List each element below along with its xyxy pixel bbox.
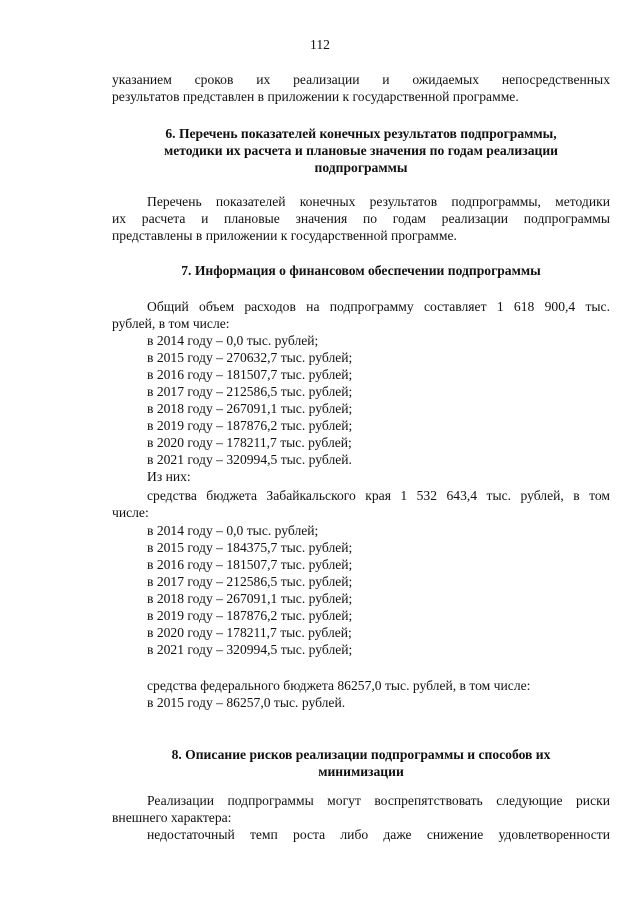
list-item: в 2021 году – 320994,5 тыс. рублей. [147, 452, 352, 467]
list-item: в 2015 году – 184375,7 тыс. рублей; [147, 540, 353, 555]
regional-budget-line-1: средства бюджета Забайкальского края 1 532 643,4 тыс. рублей, в том [147, 488, 610, 503]
intro-line-1: указанием сроков их реализации и ожидаемых непосредственных [112, 72, 610, 87]
section-8-para-line-1: Реализации подпрограммы могут воспрепятствовать следующие риски [147, 793, 610, 808]
total-expenses-line-1: Общий объем расходов на подпрограмму составляет 1 618 900,4 тыс. [147, 299, 610, 314]
section-7-heading-line: 7. Информация о финансовом обеспечении подпрограммы [181, 263, 541, 278]
list-item: в 2020 году – 178211,7 тыс. рублей; [147, 435, 352, 450]
federal-budget-line-2: в 2015 году – 86257,0 тыс. рублей. [147, 695, 346, 710]
section-8-heading-line-2: минимизации [318, 764, 404, 779]
page-number: 112 [310, 37, 330, 52]
list-item: в 2019 году – 187876,2 тыс. рублей; [147, 418, 353, 433]
total-by-year-list [112, 332, 610, 485]
list-item: в 2019 году – 187876,2 тыс. рублей; [147, 608, 353, 623]
list-item: в 2015 году – 270632,7 тыс. рублей; [147, 350, 353, 365]
section-6-heading-line-3: подпрограммы [314, 160, 408, 175]
section-6-heading [112, 125, 610, 176]
section-8-heading [112, 746, 610, 780]
section-8-paragraph [112, 792, 610, 843]
regional-budget-line-2: числе: [112, 505, 149, 520]
list-item: в 2018 году – 267091,1 тыс. рублей; [147, 401, 353, 416]
list-item: в 2021 году – 320994,5 тыс. рублей; [147, 642, 353, 657]
federal-budget-line-1: средства федерального бюджета 86257,0 тыс. рублей, в том числе: [147, 678, 531, 693]
section-6-heading-line-1: 6. Перечень показателей конечных результатов подпрограммы, [165, 126, 557, 141]
list-item: в 2018 году – 267091,1 тыс. рублей; [147, 591, 353, 606]
list-item: в 2014 году – 0,0 тыс. рублей; [147, 523, 319, 538]
section-8-para-line-2: внешнего характера: [112, 810, 232, 825]
section-6-para-line-1: Перечень показателей конечных результатов подпрограммы, методики [147, 194, 610, 209]
section-6-heading-line-2: методики их расчета и плановые значения по годам реализации [163, 143, 558, 158]
of-them-label: Из них: [147, 469, 191, 484]
list-item: в 2016 году – 181507,7 тыс. рублей; [147, 557, 353, 572]
section-6-paragraph [112, 193, 610, 244]
section-7-heading [112, 262, 610, 279]
intro-paragraph [112, 71, 610, 105]
total-expenses-line-2: рублей, в том числе: [112, 316, 230, 331]
list-item: в 2014 году – 0,0 тыс. рублей; [147, 333, 319, 348]
section-8-para-line-3: недостаточный темп роста либо даже снижение удовлетворенности [147, 827, 610, 842]
regional-budget-paragraph [112, 487, 610, 521]
regional-by-year-list [112, 522, 610, 658]
list-item: в 2020 году – 178211,7 тыс. рублей; [147, 625, 352, 640]
section-6-para-line-2: их расчета и плановые значения по годам реализации подпрограммы [112, 211, 610, 226]
federal-budget-paragraph [112, 677, 610, 711]
section-8-heading-line-1: 8. Описание рисков реализации подпрограммы и способов их [171, 747, 551, 762]
list-item: в 2017 году – 212586,5 тыс. рублей; [147, 384, 353, 399]
list-item: в 2017 году – 212586,5 тыс. рублей; [147, 574, 353, 589]
total-expenses-paragraph [112, 298, 610, 332]
list-item: в 2016 году – 181507,7 тыс. рублей; [147, 367, 353, 382]
section-6-para-line-3: представлены в приложении к государственной программе. [112, 228, 457, 243]
intro-line-2: результатов представлен в приложении к государственной программе. [112, 89, 519, 104]
